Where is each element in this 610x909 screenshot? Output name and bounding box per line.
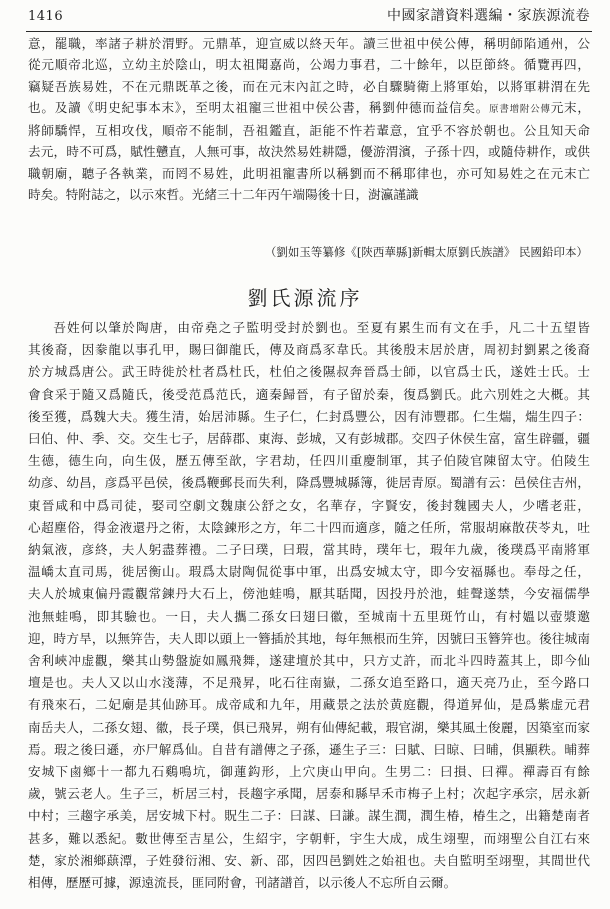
running-header-title: 中國家譜資料選編・家族源流卷 [387,8,590,24]
text-line [28,97,590,120]
text-line: 心超塵俗，得金液還丹之術，太陰鍊形之方，年二十四而適彦，隨之任所，常服胡麻散茯苓丸，吐 [28,519,590,535]
text-line: 職朝廟，聽子各執業，而罔不易姓，此明祖寵書所以稱劉而不稱耶律也，亦可知易姓之在元末亡 [28,165,590,181]
text-line: 將師驕悍，互相攻伐，順帝不能制，吾祖鑑直，詎能不忤若輩意，宜乎不容於朝也。公且知天命 [28,123,590,139]
text-line: 中村；三趨字承美，居安城下村。貺生二子：曰謀、曰謙。謀生潤，潤生椿，椿生之，出籍楚南者 [28,808,590,824]
text-line: 曰伯、仲、季、交。交生七子，居薛郡、東海、彭城，又有彭城郡。交四子休侯生富，富生辟疆，疆 [28,431,590,447]
text-line: 相傳，歷歷可據，源遠流長，匪同附會，刊諸譜首，以示後人不忘所自云爾。 [28,875,457,891]
text-line: 温嶠太直司馬，徙居衡山。瑕爲太尉陶侃從事中軍，出爲安城太守，即今安福縣也。奉母之任， [28,564,590,580]
page-number: 1416 [28,9,64,24]
text-line: 會食采于隨又爲隨氏，後受范爲范氏，適秦歸晉，有子留於秦，復爲劉氏。此六別姓之大概。其 [28,386,590,402]
header-rule [26,31,592,32]
text-line: 納氣液，彦終，夫人躬盡葬禮。二子曰璞，曰瑕，當其時，璞年七，瑕年九歲，後璞爲平南將軍 [28,542,590,558]
section-body [28,317,590,894]
text-line: 池無蛙鳴，即其驗也。一日，夫人攜二孫女曰翅曰徽，至城南十五里斑竹山，有村媼以壺漿邀 [28,608,590,624]
text-line: 從元順帝北巡，立幼主於陰山，明太祖聞嘉尚，公竭力事君，二十餘年，以臣節終。循覽再四， [28,57,590,73]
text-line: 南岳夫人，二孫女翅、徽，長子璞，俱已飛昇，朔有仙傳紀載，瑕官湖，樂其風土俊麗，因築室而家 [28,719,590,735]
text-line: 夫人於城東偏丹霞觀常鍊丹大石上，傍池蛙鳴，厭其聒聞，因投丹於池，蛙聲遂禁，今安福儒學 [28,586,590,602]
text-line: 焉。瑕之後曰遜，亦尸解爲仙。自昔有譜傳之子孫，遜生子三：曰賦、曰晾、曰晡，俱顯秩。晡葬 [28,741,590,757]
text-line: 楚，家於湘鄉蕻潭，子姓發衍湘、安、新、邵，因四邑劉姓之始祖也。夫自監明至翊聖，其間世代 [28,852,590,868]
text-line: 其後裔，因豢龍以事孔甲，賜曰御龍氏，傳及商爲豕韋氏。其後殷末居於唐，周初封劉累之後裔 [28,342,590,358]
inline-note: 原書增附公傳 [489,103,551,115]
source-citation: （劉如玉等纂修《[陝西華縣]新輯太原劉氏族譜》 民國鉛印本） [264,245,588,259]
text-line: 有飛來石，二妃廟是其仙跡耳。成帝咸和九年，用藏景之法於黄庭觀，得道昇仙，是爲紫虚元君 [28,697,590,713]
text-segment: 也。及讀《明史紀事本末》，至明太祖寵三世祖中侯公書，稱劉仲德而益信矣。 [28,99,490,115]
text-line: 時矣。特附誌之，以示來哲。光緒三十二年丙午端陽後十日，澍瀛謹識 [28,187,419,203]
text-line: 於方城爲唐公。武王時徙於杜者爲杜氏，杜伯之後隰叔奔晉爲士師，以官爲士氏，遂姓士氏。士 [28,364,590,380]
text-line: 吾姓何以肇於陶唐，由帝堯之子監明受封於劉也。至夏有累生而有文在手，凡二十五望皆 [53,320,590,335]
text-line: 生德，德生向，向生伋，歷五傳至歆，字君劫，任四川重慶制軍，其子伯陵官陳留太守。伯陵生 [28,453,590,469]
text-line: 幼彦、幼昌，彦爲平邑侯，後爲鞭郵長而失利，降爲豐城縣簿，徙居青原。蜀譜有云：邑侯住吉州， [28,475,590,491]
text-line: 歲，號云老人。生子三，析居三村，長趨字承聞，居泰和縣早禾市梅子上村；次起字承宗，居永新 [28,786,590,802]
text-line: 安城下鹵鄉十一都九石鷄鳴坑，御蓮鈎形，上穴庚山甲向。生男二：曰損、曰禪。禪壽百有餘 [28,764,590,780]
text-line: 意，罷職，率諸子耕於渭野。元鼎革，迎宣威以終天年。讀三世祖中侯公傳，稱明師陷通州，公 [28,36,590,51]
continued-text-block [28,33,590,205]
text-line: 去元，時不可爲，賦性戇直，人無可事，故決然易姓耕隱，優游渭濱，子孫十四，或隨侍耕作，或供 [28,144,590,160]
text-line: 舍利峽冲虚觀，樂其山勢盤旋如鳳飛舞，遂建壇於其中，只方丈許，而北斗四時蓋其上，即今仙 [28,653,590,669]
text-line: 迎，時方旱，以無笄告，夫人即以頭上一簪插於其地，每年無根而生笄，因號曰玉簪笄也。後往城南 [28,630,590,646]
text-line: 東晉咸和中爲司徒，娶司空劇文魏康公舒之女，名華存，字賢安，後封魏國夫人，少嗜老莊， [28,497,590,513]
text-segment: 元末， [550,99,590,115]
text-line: 壇是也。夫人又以山水淺薄，不足飛昇，叱石往南嶽，二孫女追至路口，適天亮乃止，至今路口 [28,675,590,691]
text-line: 甚多，難以悉紀。數世傳至吉星公，生紹宇，字朝軒，宇生大成，成生翊聖，而翊聖公自江右來 [28,830,590,846]
text-line: 竊疑吾族易姓，不在元鼎既革之後，而在元末內訌之時，必自驟騎衛上將軍始，以將軍耕渭在先 [28,78,590,94]
section-title: 劉氏源流序 [247,286,363,310]
text-line: 後至獲，爲魏大夫。獲生清，始居沛縣。生子仁，仁封爲豐公，因有沛豐郡。仁生煓，煓生四子： [28,408,590,424]
